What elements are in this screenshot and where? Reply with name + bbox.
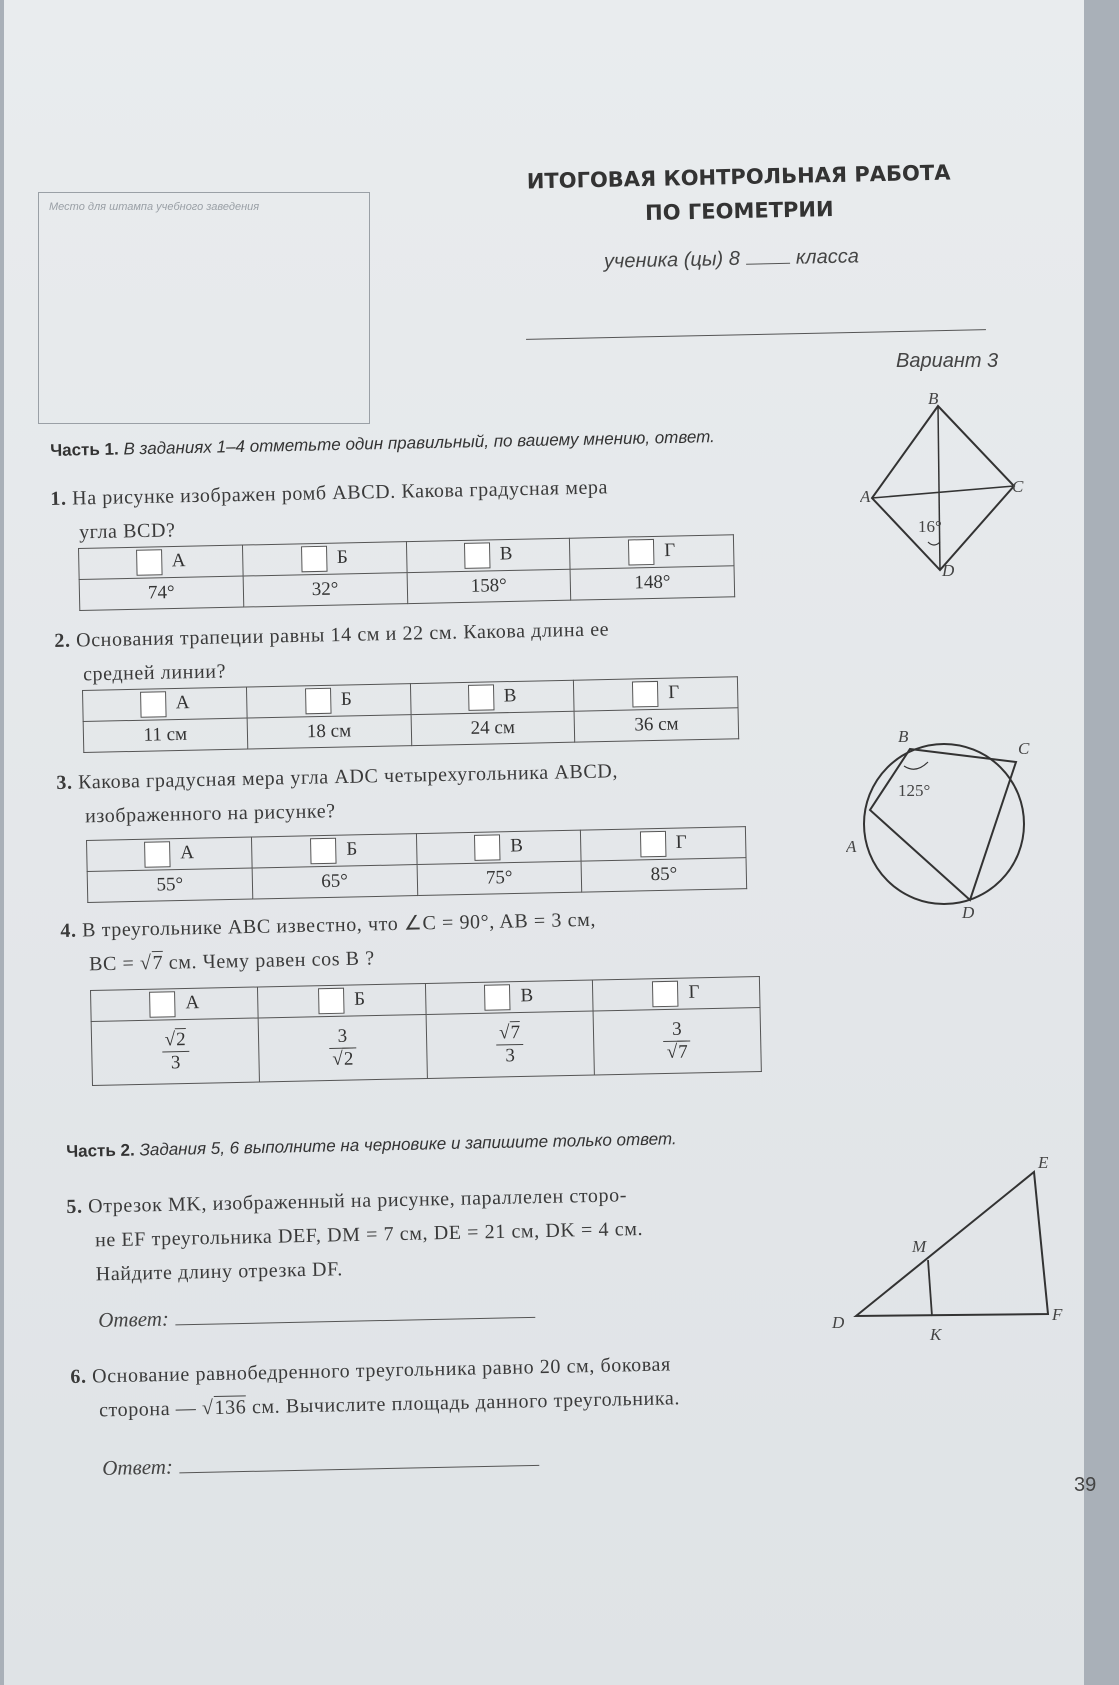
segment-mk <box>928 1260 932 1316</box>
task-6-line-1: Основание равнобедренного треугольника равно 20 см, боковая <box>91 1353 672 1388</box>
task-4-number: 4. <box>60 919 77 942</box>
option-label: Г <box>688 981 700 1003</box>
option-label: Б <box>336 546 349 568</box>
angle-label: 125° <box>898 781 931 800</box>
student-suffix: класса <box>795 245 860 269</box>
task-1-checkbox-g[interactable] <box>628 539 655 566</box>
triangle-def-figure <box>824 1156 1064 1346</box>
vertex-label-b: B <box>898 727 909 746</box>
part1-label: Часть 1. <box>50 439 119 460</box>
option-value: $\frac{3}{√2}$ <box>258 1014 427 1081</box>
task-5-line-3: Найдите длину отрезка DF. <box>95 1258 344 1286</box>
vertex-label-f: F <box>1052 1305 1063 1324</box>
task-3-line-1: Какова градусная мера угла ADC четырехугольника ABCD, <box>77 760 619 794</box>
task-3-number: 3. <box>56 771 73 794</box>
part2-instruction: Задания 5, 6 выполните на черновике и запишите только ответ. <box>139 1129 677 1160</box>
task-6-answer-field[interactable] <box>179 1465 539 1474</box>
option-label: А <box>185 992 200 1014</box>
task-2-options <box>82 676 739 753</box>
vertex-label-b: B <box>928 392 939 408</box>
angle-arc <box>928 542 940 545</box>
rhombus-figure <box>860 392 1040 588</box>
vertex-label-d: D <box>962 903 975 922</box>
diagonal-ac <box>872 486 1014 498</box>
stamp-label: Место для штампа учебного заведения <box>49 201 260 213</box>
task-5-line-1: Отрезок MK, изображенный на рисунке, параллелен сторо- <box>87 1184 628 1218</box>
answer-label: Ответ: <box>98 1306 170 1332</box>
vertex-label-c: C <box>1012 477 1024 496</box>
option-label: В <box>510 835 524 857</box>
task-3 <box>56 754 619 834</box>
stamp-box <box>38 192 370 424</box>
vertex-label-c: C <box>1018 739 1030 758</box>
class-blank[interactable] <box>746 263 790 265</box>
triangle-def <box>856 1172 1048 1316</box>
page-title <box>503 155 974 233</box>
task-1-checkbox-v[interactable] <box>464 542 491 569</box>
task-1-options <box>78 534 735 611</box>
task-5-answer <box>98 1299 535 1333</box>
option-value: 148° <box>570 566 734 600</box>
inscribed-quadrilateral-figure <box>846 722 1046 922</box>
option-value: $\frac{√2}{3}$ <box>91 1018 260 1085</box>
answer-label: Ответ: <box>102 1454 174 1480</box>
task-6-line-2-radicand: 136 <box>214 1396 247 1419</box>
task-2-checkbox-v[interactable] <box>468 684 495 711</box>
option-label: В <box>503 685 517 707</box>
option-value: 55° <box>87 868 252 902</box>
option-value: 75° <box>417 861 582 895</box>
student-prefix: ученика (цы) 8 <box>603 247 741 273</box>
task-3-checkbox-v[interactable] <box>474 834 501 861</box>
angle-label: 16° <box>918 517 942 536</box>
task-4-checkbox-v[interactable] <box>484 984 511 1011</box>
vertex-label-m: M <box>912 1237 927 1256</box>
option-label: Г <box>675 831 688 854</box>
title-line-1: ИТОГОВАЯ КОНТРОЛЬНАЯ РАБОТА <box>526 160 951 194</box>
title-line-2: ПО ГЕОМЕТРИИ <box>644 197 834 225</box>
option-value: 18 см <box>247 715 411 749</box>
task-4-options <box>90 976 762 1086</box>
option-value: $\frac{3}{√7}$ <box>593 1007 762 1074</box>
task-6-line-2-post: см. Вычислите площадь данного треугольника. <box>246 1387 681 1419</box>
task-5-answer-field[interactable] <box>175 1317 535 1326</box>
task-4-line-2-pre: BC = <box>88 952 141 976</box>
option-value: 85° <box>581 858 746 892</box>
option-label: Б <box>346 838 358 860</box>
option-label: Б <box>353 988 366 1010</box>
circle <box>864 744 1024 904</box>
option-label: А <box>175 692 190 714</box>
option-label: Б <box>340 688 353 710</box>
task-1-line-1: На рисунке изображен ромб ABCD. Какова градусная мера <box>71 476 609 510</box>
option-label: А <box>180 842 195 864</box>
vertex-label-e: E <box>1038 1156 1049 1172</box>
task-1-line-2: угла BCD? <box>78 519 176 544</box>
task-2-checkbox-b[interactable] <box>305 688 332 715</box>
task-1-number: 1. <box>50 487 67 510</box>
vertex-label-d: D <box>942 561 955 580</box>
task-5-line-2: не EF треугольника DEF, DM = 7 см, DE = 21 см, DK = 4 см. <box>94 1217 644 1252</box>
worksheet-page <box>4 0 1097 1685</box>
task-4: 4. В треугольнике ABC известно, что ∠C = 90°, AB = 3 см, BC = √7 см. Чему равен cos B ? <box>60 908 597 976</box>
option-label: А <box>171 550 186 572</box>
task-3-checkbox-a[interactable] <box>144 841 171 868</box>
vertex-label-d: D <box>832 1313 845 1332</box>
part1-instruction: В заданиях 1–4 отметьте один правильный, по вашему мнению, ответ. <box>123 427 715 459</box>
option-value: 24 см <box>411 711 575 745</box>
option-value: 65° <box>252 865 417 899</box>
option-label: Г <box>668 681 680 704</box>
task-1-checkbox-a[interactable] <box>136 549 163 576</box>
task-3-checkbox-b[interactable] <box>310 838 337 865</box>
vertex-label-a: A <box>860 487 871 506</box>
task-4-line-2-post: см. Чему равен cos B ? <box>162 947 375 974</box>
task-4-checkbox-a[interactable] <box>149 991 176 1018</box>
option-value: 74° <box>79 576 243 610</box>
task-2-number: 2. <box>54 629 71 652</box>
task-4-checkbox-g[interactable] <box>652 981 679 1008</box>
option-label: В <box>499 543 513 565</box>
option-label: В <box>520 985 534 1007</box>
part1-header <box>50 427 715 461</box>
task-3-options <box>86 826 747 903</box>
page-number: 39 <box>1074 1474 1097 1496</box>
task-4-checkbox-b[interactable] <box>318 988 345 1015</box>
task-6-line-2-pre: сторона — <box>98 1397 203 1422</box>
task-4-line-1: В треугольнике ABC известно, что ∠C = 90°, AB = 3 см, <box>81 908 597 942</box>
task-6: 6. Основание равнобедренного треугольника равно 20 см, боковая сторона — √136 см. Вычислите площадь данного треугольника. <box>70 1353 681 1422</box>
task-2-checkbox-g[interactable] <box>632 681 659 708</box>
vertex-label-k: K <box>930 1325 942 1344</box>
part2-label: Часть 2. <box>66 1140 135 1161</box>
task-3-checkbox-g[interactable] <box>640 831 667 858</box>
option-value: 32° <box>243 573 407 607</box>
task-5-number: 5. <box>66 1195 83 1218</box>
task-2-line-2: средней линии? <box>82 660 227 686</box>
vertex-label-a: A <box>846 837 857 856</box>
option-label: Г <box>664 539 676 562</box>
task-6-answer <box>102 1447 539 1481</box>
option-value: 158° <box>407 569 571 603</box>
task-3-line-2: изображенного на рисунке? <box>84 800 336 828</box>
option-value: 11 см <box>83 718 247 752</box>
task-1-checkbox-b[interactable] <box>301 546 328 573</box>
diagonal-bd <box>938 406 940 570</box>
task-4-line-2-radicand: 7 <box>152 951 164 975</box>
task-6-number: 6. <box>70 1365 87 1388</box>
angle-arc <box>904 762 928 769</box>
name-field-line[interactable] <box>526 329 986 340</box>
task-5 <box>66 1178 644 1292</box>
quadrilateral <box>870 749 1016 900</box>
part2-header <box>66 1129 677 1162</box>
option-value: $\frac{√7}{3}$ <box>426 1011 595 1078</box>
task-2-line-1: Основания трапеции равны 14 см и 22 см. Какова длина ее <box>75 618 610 652</box>
task-2-checkbox-a[interactable] <box>140 691 167 718</box>
option-value: 36 см <box>574 708 738 742</box>
student-line <box>604 245 859 273</box>
variant-label: Вариант 3 <box>896 350 999 372</box>
